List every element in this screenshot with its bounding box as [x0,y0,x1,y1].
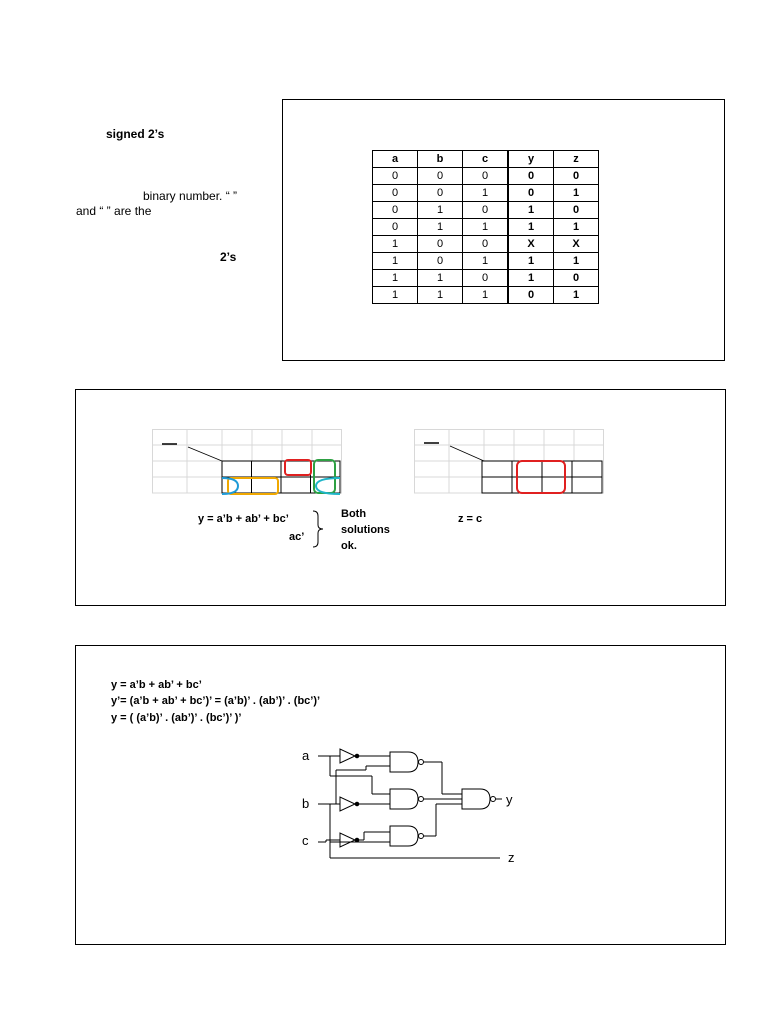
kmap-group-red [285,460,311,475]
both-text: Both [341,508,367,520]
cell: 0 [463,236,509,253]
cell: 1 [508,253,554,270]
cell: 0 [373,168,418,185]
cell: 0 [508,185,554,202]
cell: 0 [418,168,463,185]
equation-3: y = ( (a’b)’ . (ab’)’ . (bc’)’ )’ [111,712,242,724]
cell: 1 [463,253,509,270]
cell: 1 [554,287,599,304]
cell: 1 [508,219,554,236]
not-gate-c [340,833,355,847]
input-label-a: a [302,748,310,763]
kmap-group-blue [222,478,238,494]
cell: 0 [508,168,554,185]
equation-1: y = a’b + ab’ + bc’ [111,679,202,691]
cell: 1 [508,202,554,219]
cell: 0 [554,168,599,185]
header-b: b [418,151,463,168]
header-y: y [508,151,554,168]
table-row [373,168,599,185]
kmap-y [152,429,342,495]
binary-number-text: binary number. “ ” [143,189,238,203]
kmap-panel [75,389,726,606]
cell: 1 [418,287,463,304]
cell: 0 [463,202,509,219]
kmap-group-cyan [316,478,340,494]
cell: 1 [463,287,509,304]
not-gate-a [340,749,355,763]
cell: 1 [373,236,418,253]
nand-gate-output [462,789,490,809]
y-expression: y = a’b + ab’ + bc’ [198,513,289,525]
cell: 1 [554,253,599,270]
table-row [373,202,599,219]
cell: X [508,236,554,253]
cell: 1 [418,270,463,287]
cell: 0 [463,168,509,185]
table-row [373,185,599,202]
signed-twos-text: signed 2’s [106,127,165,141]
y-alt-term: ac’ [289,531,305,543]
truth-table [372,150,599,304]
table-row [373,219,599,236]
and-are-text: and “ ” are the [76,204,152,218]
input-label-b: b [302,796,310,811]
z-expression: z = c [458,513,483,525]
table-row [373,236,599,253]
cell: 1 [463,185,509,202]
solutions-text: solutions [341,524,390,536]
brace-icon [312,510,324,548]
cell: 1 [554,219,599,236]
table-row [373,270,599,287]
equation-2: y’= (a’b + ab’ + bc’)’ = (a’b)’ . (ab’)’ . (bc’)’ [111,695,321,707]
output-label-y: y [506,792,513,807]
cell: X [554,236,599,253]
cell: 0 [463,270,509,287]
ok-text: ok. [341,540,357,552]
output-label-z: z [508,850,515,865]
cell: 1 [373,253,418,270]
cell: 1 [418,219,463,236]
cell: 1 [373,287,418,304]
cell: 0 [373,185,418,202]
cell: 1 [554,185,599,202]
truth-table-header-row [373,151,599,168]
nand-gate-1 [390,752,418,772]
header-c: c [463,151,509,168]
cell: 0 [554,270,599,287]
nand-gate-2 [390,789,418,809]
cell: 0 [373,219,418,236]
kmap-z [414,429,604,495]
header-z: z [554,151,599,168]
table-row [373,253,599,270]
logic-circuit-diagram [290,742,530,872]
table-row [373,287,599,304]
cell: 0 [554,202,599,219]
cell: 1 [463,219,509,236]
cell: 0 [418,236,463,253]
cell: 1 [418,202,463,219]
header-a: a [373,151,418,168]
input-label-c: c [302,833,309,848]
cell: 0 [373,202,418,219]
cell: 0 [508,287,554,304]
nand-gate-3 [390,826,418,846]
cell: 0 [418,185,463,202]
twos-text: 2’s [220,250,237,264]
cell: 0 [418,253,463,270]
not-gate-b [340,797,355,811]
cell: 1 [373,270,418,287]
cell: 1 [508,270,554,287]
